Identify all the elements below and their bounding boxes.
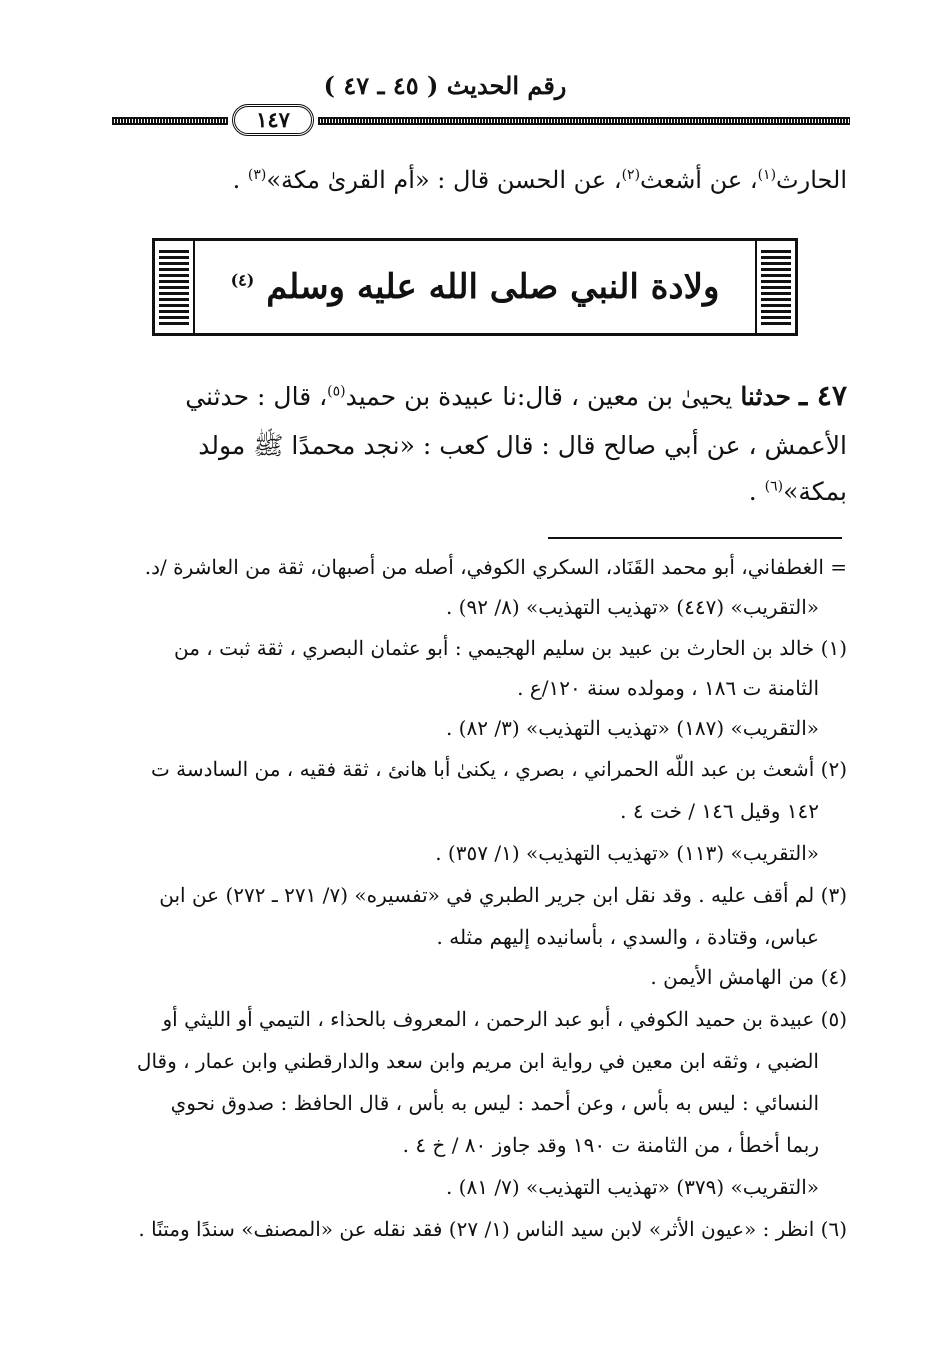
footnote-3: عباس، وقتادة ، والسدي ، بأسانيده إليهم مثله . — [436, 925, 819, 949]
footnote-5: النسائي : ليس به بأس ، وعن أحمد : ليس به بأس ، قال الحافظ : صدوق نحوي — [170, 1091, 819, 1115]
ornament-right — [761, 249, 791, 325]
footnote-5: ربما أخطأ ، من الثامنة ت ١٩٠ وقد جاوز ٨٠ / خ ٤ . — [402, 1133, 819, 1157]
footnote-2: (٢) أشعث بن عبد اللّه الحمراني ، بصري ، يكنىٰ أبا هانئ ، ثقة فقيه ، من السادسة ت — [150, 757, 847, 781]
footnote-2: «التقريب» (١١٣) «تهذيب التهذيب» (١/ ٣٥٧) . — [435, 841, 819, 865]
footnote-ref: (١) — [757, 167, 777, 183]
running-header-title: رقم الحديث ( ٤٥ ـ ٤٧ ) — [323, 71, 567, 100]
text-fragment: ، قال : حدثني — [185, 382, 328, 411]
chapter-title-text: ولادة النبي صلى الله عليه وسلم — [266, 267, 720, 307]
chapter-title — [193, 241, 757, 333]
text-fragment: ، عن أشعث — [640, 166, 758, 194]
footnote-1: (١) خالد بن الحارث بن عبيد بن سليم الهجيمي : أبو عثمان البصري ، ثقة ثبت ، من — [174, 636, 847, 660]
text-fragment: ، عن الحسن قال : «أم القرىٰ مكة» — [266, 166, 622, 194]
header-rule-right — [318, 117, 850, 125]
footnote-ref: (٢) — [621, 167, 641, 183]
footnote-1: «التقريب» (١٨٧) «تهذيب التهذيب» (٣/ ٨٢) . — [445, 716, 819, 740]
hadith-line-3 — [92, 470, 847, 514]
footnote-6: (٦) انظر : «عيون الأثر» لابن سيد الناس (١/ ٢٧) فقد نقله عن «المصنف» سندًا ومتنًا . — [138, 1217, 847, 1241]
hadith-lead-word: حدثنا — [740, 382, 792, 411]
hadith-line-1 — [92, 374, 847, 419]
footnote-2: ١٤٢ وقيل ١٤٦ / خت ٤ . — [620, 799, 819, 823]
footnote-ref: (٦) — [764, 478, 784, 495]
footnote-ref: (٤) — [230, 270, 255, 290]
footnote-separator — [548, 537, 842, 539]
footnote-ref: (٥) — [327, 383, 346, 400]
footnote-ref: (٣) — [247, 167, 267, 183]
text-fragment: . — [232, 166, 241, 194]
footnote-1: الثامنة ت ١٨٦ ، ومولده سنة ١٢٠/ع . — [517, 676, 819, 700]
footnote-cont-line: = الغطفاني، أبو محمد القَنَاد، السكري الكوفي، أصله من أصبهان، ثقة من العاشرة /د. — [144, 555, 847, 579]
footnote-5: الضبي ، وثقه ابن معين في رواية ابن مريم وابن سعد والدارقطني وابن عمار ، وقال — [136, 1049, 819, 1073]
footnote-5: «التقريب» (٣٧٩) «تهذيب التهذيب» (٧/ ٨١) . — [445, 1175, 819, 1199]
text-fragment: . — [748, 477, 757, 506]
ornament-left — [159, 249, 189, 325]
text-fragment: بمكة» — [783, 477, 847, 506]
continuation-line — [92, 160, 847, 200]
page-number: ١٤٧ — [232, 104, 314, 136]
text-fragment: يحيىٰ بن معين ، قال:نا عبيدة بن حميد — [345, 382, 733, 411]
footnote-5: (٥) عبيدة بن حميد الكوفي ، أبو عبد الرحمن ، المعروف بالحذاء ، التيمي أو الليثي أو — [162, 1007, 847, 1031]
header-rule-left — [112, 117, 228, 125]
chapter-title-box — [152, 238, 798, 336]
footnote-3: (٣) لم أقف عليه . وقد نقل ابن جرير الطبري في «تفسيره» (٧/ ٢٧١ ـ ٢٧٢) عن ابن — [159, 883, 847, 907]
text-fragment: الحارث — [776, 166, 847, 194]
footnote-cont-line: «التقريب» (٤٤٧) «تهذيب التهذيب» (٨/ ٩٢) . — [445, 595, 819, 619]
hadith-number: ٤٧ ـ — [798, 379, 847, 412]
footnote-4: (٤) من الهامش الأيمن . — [650, 965, 847, 989]
hadith-line-2: الأعمش ، عن أبي صالح قال : قال كعب : «نجد محمدًا ﷺ مولد — [198, 431, 847, 460]
